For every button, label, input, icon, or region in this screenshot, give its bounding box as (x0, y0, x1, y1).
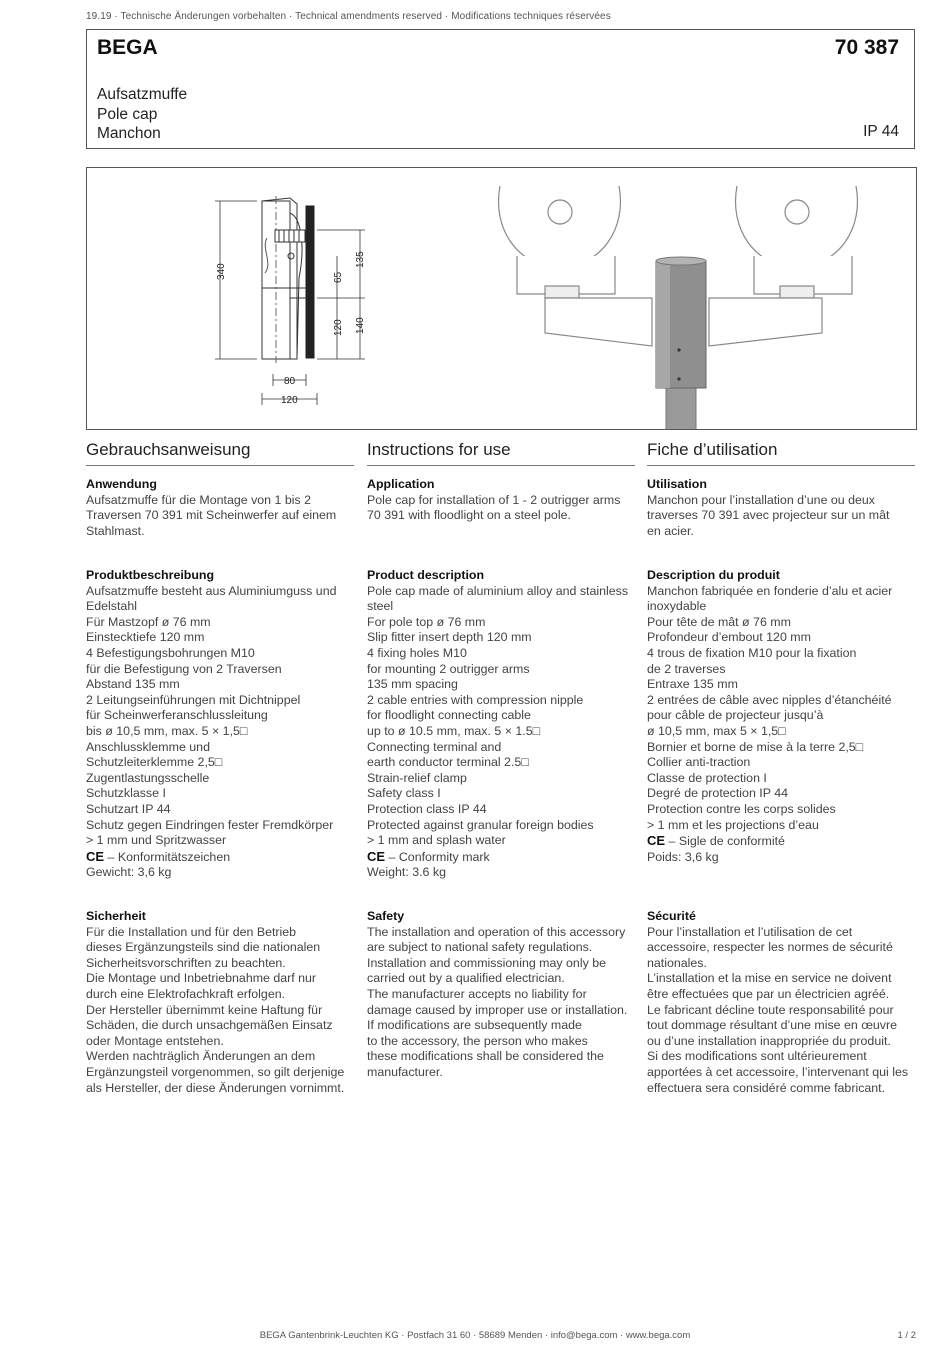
dimension-120-width: 120 (281, 395, 298, 406)
dimension-340: 340 (216, 263, 227, 280)
text-line: Protection contre les corps solides (647, 801, 836, 816)
article-number: 70 387 (834, 36, 899, 59)
text-line: accessoire, respecter les normes de sécurité (647, 940, 893, 955)
text-line: de 2 traverses (647, 661, 726, 676)
text-line: up to ø 10.5 mm, max. 5 × 1.5□ (367, 723, 541, 738)
text-line: Edelstahl (86, 599, 137, 614)
dimension-65: 65 (333, 271, 344, 283)
text-line: durch eine Elektrofachkraft erfolgen. (86, 986, 286, 1001)
ce-mark: CE (86, 848, 105, 864)
dimension-135: 135 (355, 251, 366, 268)
text-line: Schutzleiterklemme 2,5□ (86, 755, 223, 770)
text-line: > 1 mm and splash water (367, 833, 506, 848)
text-line: für Scheinwerferanschlussleitung (86, 708, 268, 723)
text-line: damage caused by improper use or installation. (367, 1002, 628, 1017)
text-line: > 1 mm et les projections d’eau (647, 817, 819, 832)
ce-mark: CE (367, 848, 386, 864)
ce-label: – Conformity mark (388, 849, 490, 864)
section-heading: Utilisation (647, 477, 707, 491)
text-line: Pole cap made of aluminium alloy and stainless (367, 583, 629, 598)
text-line: L’installation et la mise en service ne doivent (647, 971, 892, 986)
text-line: apportées à cet accessoire, l’intervenant qui les (647, 1064, 909, 1079)
column-french (647, 440, 915, 1095)
amendment-note: 19.19 · Technische Änderungen vorbehalten · Technical amendments reserved · Modifications techniques réservées (86, 11, 611, 22)
text-line: Aufsatzmuffe besteht aus Aluminiumguss und (86, 583, 337, 598)
text-line: Aufsatzmuffe für die Montage von 1 bis 2 (86, 492, 311, 507)
text-line: 135 mm spacing (367, 677, 458, 692)
technical-drawing (87, 168, 917, 430)
text-line: Werden nachträglich Änderungen an dem (86, 1049, 316, 1064)
text-line: Pour l’installation et l’utilisation de cet (647, 924, 853, 939)
text-line (86, 849, 354, 866)
product-names (97, 85, 187, 144)
text-line (367, 849, 635, 866)
text-line: pour câble de projecteur jusqu’à (647, 708, 824, 723)
section-heading: Description du produit (647, 568, 780, 582)
text-line: tout dommage résultant d’une mise en œuvre (647, 1018, 898, 1033)
text-line (647, 833, 915, 850)
text-line: Entraxe 135 mm (647, 677, 738, 692)
text-line: 2 cable entries with compression nipple (367, 692, 584, 707)
text-line: ø 10,5 mm, max 5 × 1,5□ (647, 723, 786, 738)
dimension-80: 80 (284, 376, 296, 387)
section-utilisation (647, 477, 915, 539)
section-heading: Safety (367, 909, 405, 923)
technical-drawing-panel (86, 167, 917, 430)
text-line: to the accessory, the person who makes (367, 1033, 588, 1048)
text-line: 4 Befestigungsbohrungen M10 (86, 645, 255, 660)
text-line: manufacturer. (367, 1064, 443, 1079)
section-securite (647, 909, 915, 1096)
text-line: effectuera sera considéré comme fabricant. (647, 1080, 886, 1095)
text-line: être effectuées que par un électricien agréé. (647, 986, 890, 1001)
text-line: für die Befestigung von 2 Traversen (86, 661, 282, 676)
text-line: For pole top ø 76 mm (367, 614, 486, 629)
text-line: Traversen 70 391 mit Scheinwerfer auf einem (86, 508, 337, 523)
column-english (367, 440, 635, 1079)
text-line: dieses Ergänzungsteils sind die nationalen (86, 940, 321, 955)
text-line: bis ø 10,5 mm, max. 5 × 1,5□ (86, 723, 248, 738)
text-line: Schutz gegen Eindringen fester Fremdkörper (86, 817, 334, 832)
text-line: Slip fitter insert depth 120 mm (367, 630, 532, 645)
product-header (86, 29, 915, 149)
text-line: Safety class I (367, 786, 441, 801)
text-line: Manchon fabriquée en fonderie d’alu et acier (647, 583, 893, 598)
dimension-140: 140 (355, 317, 366, 334)
text-line: Poids: 3,6 kg (647, 849, 719, 864)
text-line: If modifications are subsequently made (367, 1018, 582, 1033)
text-line: Strain-relief clamp (367, 770, 467, 785)
text-line: Installation and commissioning may only be (367, 955, 606, 970)
text-line: Der Hersteller übernimmt keine Haftung für (86, 1002, 323, 1017)
text-line: Connecting terminal and (367, 739, 502, 754)
section-heading: Produktbeschreibung (86, 568, 215, 582)
text-line: Classe de protection I (647, 770, 767, 785)
section-application (367, 477, 635, 524)
footer-address: BEGA Gantenbrink-Leuchten KG · Postfach 31 60 · 58689 Menden · info@bega.com · www.bega.com (259, 1330, 691, 1341)
section-heading: Sicherheit (86, 909, 146, 923)
text-line: Le fabricant décline toute responsabilité pour (647, 1002, 894, 1017)
section-safety (367, 909, 635, 1081)
text-line: Die Montage und Inbetriebnahme darf nur (86, 971, 317, 986)
text-line: for floodlight connecting cable (367, 708, 531, 723)
text-line: 4 fixing holes M10 (367, 645, 467, 660)
text-line: Für die Installation und für den Betrieb (86, 924, 297, 939)
text-line: Abstand 135 mm (86, 677, 180, 692)
text-line: 70 391 with floodlight on a steel pole. (367, 508, 571, 523)
section-anwendung (86, 477, 354, 539)
text-line: 2 entrées de câble avec nipples d’étanchéité (647, 692, 892, 707)
text-line: Degré de protection IP 44 (647, 786, 788, 801)
text-line: Profondeur d’embout 120 mm (647, 630, 811, 645)
side-view-drawing (262, 196, 314, 363)
text-line: Manchon pour l’installation d’une ou deux (647, 492, 876, 507)
text-line: Collier anti-traction (647, 755, 751, 770)
pole-illustration (656, 257, 706, 430)
text-line: Schutzklasse I (86, 786, 166, 801)
column-title-de: Gebrauchsanweisung (86, 440, 354, 466)
text-line: Schutzart IP 44 (86, 801, 171, 816)
ce-label: – Konformitätszeichen (107, 849, 231, 864)
dimension-120-insert: 120 (333, 319, 344, 336)
section-heading: Sécurité (647, 909, 696, 923)
text-line: are subject to national safety regulations. (367, 940, 593, 955)
text-line: Gewicht: 3,6 kg (86, 865, 172, 880)
text-line: ou d’une installation inappropriée du produit. (647, 1033, 891, 1048)
text-line: Stahlmast. (86, 523, 145, 538)
ip-rating: IP 44 (863, 123, 899, 140)
column-german (86, 440, 354, 1095)
text-line: 2 Leitungseinführungen mit Dichtnippel (86, 692, 301, 707)
text-line: these modifications shall be considered the (367, 1049, 604, 1064)
text-line: traverses 70 391 avec projecteur sur un mât (647, 508, 890, 523)
text-line: steel (367, 599, 394, 614)
text-line: Sicherheitsvorschriften zu beachten. (86, 955, 286, 970)
section-description-produit (647, 568, 915, 865)
brand-name: BEGA (97, 36, 158, 59)
text-line: for mounting 2 outrigger arms (367, 661, 530, 676)
text-line: carried out by a qualified electrician. (367, 971, 565, 986)
section-produktbeschreibung (86, 568, 354, 881)
text-line: > 1 mm und Spritzwasser (86, 833, 227, 848)
section-heading: Application (367, 477, 435, 491)
text-line: The installation and operation of this accessory (367, 924, 626, 939)
ce-label: – Sigle de conformité (668, 834, 785, 849)
text-line: Ergänzungsteil vorgenommen, so gilt derjenige (86, 1064, 345, 1079)
page-number: 1 / 2 (897, 1330, 916, 1341)
text-line: oder Montage entstehen. (86, 1033, 224, 1048)
text-line: Pour tête de mât ø 76 mm (647, 614, 791, 629)
text-line: Zugentlastungsschelle (86, 770, 210, 785)
text-line: Schäden, die durch unsachgemäßen Einsatz (86, 1018, 333, 1033)
text-line: earth conductor terminal 2.5□ (367, 755, 529, 770)
text-line: Bornier et borne de mise à la terre 2,5□ (647, 739, 864, 754)
text-line: inoxydable (647, 599, 707, 614)
text-line: 4 trous de fixation M10 pour la fixation (647, 645, 857, 660)
section-product-description (367, 568, 635, 881)
section-heading: Anwendung (86, 477, 157, 491)
text-line: nationales. (647, 955, 707, 970)
text-line: Pole cap for installation of 1 - 2 outrigger arms (367, 492, 621, 507)
text-line: Protection class IP 44 (367, 801, 487, 816)
text-line: Anschlussklemme und (86, 739, 210, 754)
text-line: Weight: 3.6 kg (367, 865, 446, 880)
text-line: Protected against granular foreign bodies (367, 817, 594, 832)
product-name-fr: Manchon (97, 125, 161, 142)
text-line: Für Mastzopf ø 76 mm (86, 614, 211, 629)
text-line: Si des modifications sont ultérieurement (647, 1049, 867, 1064)
product-name-de: Aufsatzmuffe (97, 86, 188, 103)
text-line: als Hersteller, der diese Änderungen vornimmt. (86, 1080, 345, 1095)
column-title-fr: Fiche d’utilisation (647, 440, 915, 466)
product-name-en: Pole cap (97, 105, 158, 123)
ce-mark: CE (647, 833, 666, 849)
section-heading: Product description (367, 568, 485, 582)
text-line: The manufacturer accepts no liability for (367, 986, 587, 1001)
section-sicherheit (86, 909, 354, 1096)
text-line: Einstecktiefe 120 mm (86, 630, 205, 645)
text-line: en acier. (647, 523, 694, 538)
column-title-en: Instructions for use (367, 440, 635, 466)
